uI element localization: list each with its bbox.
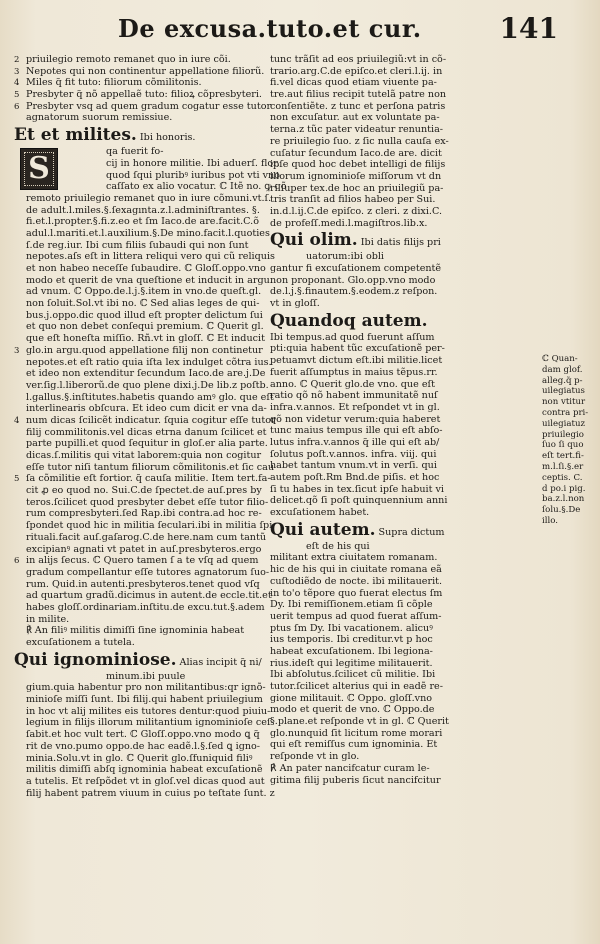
- line-text: glo.nunquid ſit licitum rome morari: [270, 727, 443, 739]
- line-text: trario.arg.C.de epiſco.et cleri.l.ij. in: [270, 65, 443, 77]
- line-text: habes gloſſ.ordinariam.inſtitu.de excu.tut.§.adem: [26, 601, 265, 613]
- text-line: [270, 89, 538, 101]
- rubric-heading: Qui ignominiose.: [14, 649, 177, 670]
- line-text: Nepotes qui non continentur appellatione filiorũ.: [26, 65, 265, 77]
- text-line: [270, 472, 538, 484]
- line-text: reſponde vt in glo.: [270, 751, 360, 763]
- line-text: qa fuerit fo-: [106, 146, 164, 158]
- line-text: quod ſqui pluribꝰ iuribus pot vti vno: [106, 169, 280, 181]
- line-text: excuſationem habet.: [270, 507, 370, 519]
- line-text: non proponant. Glo.opp.vno modo: [270, 274, 436, 286]
- text-line: [270, 367, 538, 379]
- line-text: conſentiẽte. z tunc et perſona patris: [270, 100, 446, 112]
- line-text: ſpondet quod hic in militia ſeculari.ibi in militia ſpi: [26, 520, 273, 532]
- line-text: de profeſſ.medi.l.magiſtros.lib.x.: [270, 217, 428, 229]
- line-text: agnatorum suorum remissiue.: [26, 112, 173, 124]
- line-text: fi.et.l.propter.§.fi.z.eo et ſm Iaco.de are.facit.C.õ: [26, 216, 259, 228]
- line-text: priuilegio remoto remanet quo in iure cõi.: [26, 54, 231, 65]
- text-line: [14, 100, 272, 113]
- line-number: 3: [14, 345, 20, 356]
- line-number: 2: [14, 55, 20, 65]
- line-text: rit de vno.pumo oppo.de hac eadẽ.l.§.ſed ꝗ igno-: [26, 740, 261, 752]
- rubric-heading: Quandoq autem.: [270, 310, 428, 331]
- text-line: [270, 390, 538, 402]
- text-line: [270, 206, 538, 218]
- text-line: [270, 775, 538, 787]
- text-line: [14, 426, 267, 439]
- text-line: [270, 728, 538, 740]
- margin-gloss-line: ℂ Quan-: [542, 354, 578, 364]
- section-rubric: [270, 520, 538, 540]
- text-line: [14, 77, 262, 89]
- text-line: [270, 218, 538, 230]
- line-text: cit ꝓ eo quod no. Sui.C.de ſpectet.de auſ.pres by: [26, 485, 262, 497]
- text-line: [14, 764, 262, 776]
- line-text: tunc maius tempus ille qui eſt abſo-: [270, 425, 443, 437]
- text-line: [14, 379, 269, 392]
- line-text: re priuilegio ſuo. z ſic nulla cauſa ex-: [270, 135, 449, 147]
- text-line: [14, 729, 262, 741]
- text-line: [270, 716, 538, 728]
- line-text: lutus infra.v.annos q̃ ille qui eſt ab/: [270, 436, 440, 448]
- text-line: [270, 611, 538, 623]
- line-text: cij in honore militie. Ibi aduerſ. flor.: [106, 157, 280, 169]
- line-text: Miles q̃ fit tuto: filiorum cõmilitonis.: [26, 77, 202, 89]
- rubric-lemma: Supra dictum: [375, 526, 445, 538]
- line-text: delicet.qõ ſi poſt quinquennium anni: [270, 495, 448, 507]
- margin-gloss-line: alleg.q̃ p-: [542, 375, 583, 386]
- margin-gloss-line: ceptis. C.: [542, 472, 583, 483]
- text-line: [270, 576, 538, 588]
- line-text: in milite.: [26, 613, 70, 625]
- margin-gloss-line: uilegiatuz: [542, 418, 586, 429]
- text-line: [14, 192, 272, 205]
- text-line: [14, 345, 262, 357]
- text-line: [14, 555, 262, 567]
- text-line: [14, 286, 262, 298]
- line-number: 4: [14, 415, 20, 426]
- text-line: [270, 541, 538, 553]
- line-text: in hoc vt alij milites eis tutores dentur:quod piuiu-: [26, 705, 271, 717]
- line-text: rituali.facit auſ.gaſarog.C.de here.nam cum tantũ: [26, 531, 267, 543]
- text-line: [270, 495, 538, 507]
- line-text: ver.ſig.l.liberorũ.de quo plene dixi.j.De lib.z poſtb.: [26, 379, 269, 391]
- text-line: [270, 159, 538, 171]
- text-line: [14, 112, 262, 124]
- text-line: [270, 704, 538, 716]
- text-line: [270, 425, 538, 437]
- text-line: [270, 669, 538, 681]
- line-text: Dy. Ibi remiſſionem.etiam ſi cõple: [270, 599, 433, 611]
- text-line: [14, 671, 262, 683]
- line-text: dicas.ſ.militis qui vitat laborem:quia non cogitur: [26, 450, 262, 461]
- text-line: [270, 658, 538, 670]
- text-line: [14, 298, 262, 310]
- line-text: gradum compellantur eſſe tutores agnatorum ſuo-: [26, 566, 270, 578]
- margin-gloss-line: m.l.ſi.§.er: [542, 461, 584, 472]
- line-text: de adult.l.miles.§.ſexagınta.z.l.adminiſtrantes. §.: [26, 204, 260, 216]
- text-line: [270, 286, 538, 298]
- line-text: gitima filij puberis ſicut nancifcitur: [270, 774, 441, 786]
- line-text: ℟ An filiꝰ militis dimiſſi ſine ignominia habeat: [26, 625, 245, 637]
- text-line: [270, 588, 538, 600]
- line-text: teros.ſcilicet quod presbyter debet eſſe tutor filio-: [26, 496, 269, 508]
- text-line: [270, 136, 538, 148]
- line-text: nepotes.et eſt ratio quia iſta lex indulget cõtra ius.: [26, 356, 272, 368]
- line-text: gium.quia habentur pro non militantibus:qr ignõ-: [26, 682, 266, 694]
- line-text: legium in filijs illorum militantium ignominioſe ceſ-: [26, 717, 274, 729]
- line-text: cuſatur ſecundum Iaco.de are. dicit: [270, 147, 442, 159]
- text-line: [14, 694, 262, 706]
- line-text: illorum ignominioſe miſſorum vt dn: [270, 170, 442, 182]
- text-line: [14, 356, 272, 369]
- line-text: hic de his qui in ciuitate romana eã: [270, 564, 442, 576]
- text-line: [14, 566, 270, 579]
- text-line: [270, 332, 538, 344]
- text-line: [270, 437, 538, 449]
- text-line: [14, 251, 275, 263]
- text-line: [14, 717, 274, 729]
- line-text: fuerit aſſumptus in maius tẽpus.rr.: [270, 366, 438, 378]
- line-text: ſabit.et hoc vult tert. ℂ Gloſſ.oppo.vno modo ꝗ q̃: [26, 729, 260, 741]
- section-rubric: [270, 311, 538, 331]
- text-line: [14, 263, 266, 275]
- line-text: et quo non debet conſequi premium. ℂ Querit gl.: [26, 321, 264, 333]
- text-line: [14, 625, 262, 637]
- line-text: ptus ſm Dy. Ibi vacationem. alicuꝰ: [270, 622, 433, 634]
- line-text: gione militauit. ℂ Oppo. gloſſ.vno: [270, 692, 433, 704]
- text-line: [270, 183, 538, 195]
- line-text: ℟ An pater nancifcatur curam le-: [270, 762, 430, 774]
- line-number: 3: [14, 66, 20, 77]
- rubric-lemma: Ibi datis filijs pri: [357, 237, 441, 249]
- text-line: [14, 205, 262, 217]
- text-line: [270, 751, 538, 763]
- line-text: ſi tu habes in tex.ſicut ipſe habuit vi: [270, 483, 444, 495]
- text-line: [14, 753, 262, 765]
- margin-gloss-line: d po.i pig.: [542, 483, 586, 494]
- line-text: glo.in argu.quod appellatione filij non continetur: [26, 344, 263, 356]
- line-text: ſolutus poſt.v.annos. infra. viij. qui: [270, 448, 437, 460]
- line-text: bus.j.oppo.dic quod illud eſt propter delictum ſui: [26, 309, 263, 321]
- line-text: nepotes.aſs eſt in littera reliqui vero qui cũ reliquis: [26, 251, 275, 263]
- line-text: cuſtodiẽdo de nocte. ibi militauerit.: [270, 575, 443, 587]
- text-line: [14, 461, 275, 474]
- text-line: [14, 414, 276, 427]
- text-line: [270, 564, 538, 576]
- text-line: [14, 227, 270, 240]
- margin-gloss-line: dam glof.: [542, 364, 583, 375]
- text-line: [14, 368, 266, 380]
- left-column: [14, 54, 287, 799]
- line-text: modo et querit de vna queſtione et inducit in argu.: [26, 274, 273, 286]
- line-text: l.gallus.§.inſtitutes.habetis quando amꝰ glo. que eſt: [26, 391, 274, 403]
- line-text: infra.v.annos. Et reſpondet vt in gl.: [270, 401, 440, 413]
- text-line: [270, 623, 538, 635]
- text-line: [14, 741, 262, 753]
- line-text: tre.aut filius recipit tutelã patre non: [270, 89, 447, 101]
- text-line: [14, 601, 265, 614]
- line-text: militis dimiſſi abſq ignominia habeat excuſationẽ: [26, 764, 263, 776]
- line-text: parte pupilli.et quod ſequitur in gloſ.er alia parte.: [26, 438, 268, 450]
- section-rubric: [270, 230, 538, 250]
- text-line: [270, 507, 538, 519]
- text-line: [270, 484, 538, 496]
- line-text: interlinearis obſcura. Et ideo cum dicit er vna da-: [26, 403, 267, 415]
- rubric-heading: Qui autem.: [270, 519, 376, 540]
- margin-gloss-line: ba.z.l.non: [542, 494, 585, 505]
- line-text: de.l.j.§.finautem.§.eodem.z reſpon.: [270, 286, 438, 298]
- text-line: [14, 403, 267, 415]
- line-text: ſa cõmilitie eſt fortior. q̃ cauſa militie. Item tert.fa-: [26, 473, 271, 485]
- line-text: filij commilitonis.vel dicas etrna danum ſcilicet et: [26, 426, 267, 438]
- text-line: [270, 379, 538, 391]
- text-line: [14, 438, 268, 450]
- line-number: 4: [14, 78, 20, 89]
- line-text: eſt de his qui: [306, 540, 370, 552]
- line-text: ius temporis. Ibi creditur.vt p hoc: [270, 634, 433, 646]
- line-text: ipſe quod hoc debet intelligi de filijs: [270, 159, 446, 171]
- margin-gloss-line: priuilegio: [542, 429, 584, 440]
- line-text: habet tantum vnum.vt in verſi. qui: [270, 460, 437, 472]
- line-text: Presbyter q̃ nõ appellaẽ tuto: filioꝝ cõpresbyteri.: [26, 89, 262, 101]
- text-line: [270, 124, 538, 136]
- line-text: fi.vel dicas quod etiam viuente pa-: [270, 77, 437, 89]
- text-line: [14, 787, 275, 800]
- text-line: [14, 65, 265, 78]
- line-text: ad vnum. ℂ Oppo.de.l.j.§.item in vno.de queſt.gl.: [26, 286, 262, 298]
- margin-gloss-line: eſt tert.fi-: [542, 451, 584, 462]
- text-line: [14, 705, 271, 718]
- line-text: caſſato ex alio vocatur. ℂ Itẽ no. ꝙ qõ: [106, 181, 287, 193]
- line-text: petuamvt dictum eſt.ibi militie.licet: [270, 355, 443, 367]
- line-text: eſſe tutor niſi tantum filiorum cõmilitonis.et ſic cau: [26, 461, 275, 473]
- text-line: [14, 473, 271, 485]
- text-line: [270, 460, 538, 472]
- line-text: rum. Quid.in autenti.presbyteros.tenet quod vſq: [26, 578, 260, 590]
- line-text: in to'o tẽpore quo fuerat electus ſm: [270, 587, 443, 599]
- line-text: gantur fi excuſationem competentẽ: [270, 263, 442, 274]
- line-text: terna.z tũc pater videatur renuntia-: [270, 124, 444, 136]
- line-text: rum compresbyteri.ſed Rap.ibi contra.ad hoc re-: [26, 508, 262, 520]
- text-line: [14, 391, 274, 404]
- text-line: [14, 614, 262, 626]
- text-line: [270, 634, 538, 646]
- line-text: rius.ideſt qui legitime militauerit.: [270, 657, 433, 669]
- margin-gloss-line: ſolu.§.De: [542, 505, 581, 516]
- text-line: [14, 54, 262, 66]
- text-line: [270, 171, 538, 183]
- text-line: [270, 646, 538, 658]
- line-text: modo et querit de vno. ℂ Oppo.de: [270, 704, 435, 716]
- text-line: [14, 240, 262, 252]
- right-column: [270, 54, 538, 786]
- line-text: non excuſatur. aut ex voluntate pa-: [270, 112, 440, 124]
- line-text: tris tranſit ad filios habeo per Sui.: [270, 194, 436, 206]
- line-text: Ibi tempus.ad quod fuerunt aſſum: [270, 331, 435, 343]
- margin-gloss-line: ſuo ſi quo: [542, 440, 584, 451]
- text-line: [14, 216, 262, 228]
- text-line: [14, 485, 262, 497]
- text-line: [270, 251, 538, 263]
- text-line: [14, 682, 266, 694]
- text-line: [270, 449, 538, 461]
- text-line: [270, 275, 538, 287]
- text-line: [270, 693, 538, 705]
- folio-number: 141: [499, 12, 558, 45]
- line-text: filij habent patrem viuum in cuius po teſtate ſunt. z: [26, 787, 275, 799]
- line-number: 6: [14, 101, 20, 112]
- text-line: [270, 263, 538, 275]
- rubric-lemma: Alias incipit q̃ ni/: [176, 656, 262, 668]
- text-line: [14, 590, 272, 602]
- margin-gloss: [542, 354, 598, 527]
- text-line: [270, 343, 538, 355]
- line-text: ſ.de reg.iur. Ibi cum filiis ſubaudi qui non ſunt: [26, 239, 249, 251]
- text-line: [14, 775, 265, 788]
- line-text: vt in gloſſ.: [270, 298, 320, 310]
- line-text: ad quartum gradũ.dicimus in autent.de eccle.tit.et: [26, 590, 272, 602]
- text-line: [270, 552, 538, 564]
- line-text: militant extra ciuitatem romanam.: [270, 552, 438, 564]
- text-line: [14, 579, 262, 591]
- text-line: [14, 310, 262, 322]
- line-text: a tutelis. Et reſpõdet vt in gloſ.vel dicas quod aut: [26, 775, 265, 787]
- line-text: ratio qõ nõ habent immunitatẽ nuſ: [270, 390, 438, 402]
- text-line: [270, 763, 538, 775]
- line-text: qõ non videtur verum:quia haberet: [270, 413, 441, 425]
- text-line: [14, 508, 262, 520]
- text-line: [270, 66, 538, 78]
- line-text: habeat excuſationem. Ibi legiona-: [270, 645, 433, 657]
- line-text: que eſt honeſta miſſio. Rñ.vt in gloſſ. ℂ Et inducit: [26, 333, 265, 345]
- line-number: 5: [14, 474, 20, 485]
- text-line: [270, 148, 538, 160]
- margin-gloss-line: uilegiatus: [542, 386, 585, 397]
- text-line: [270, 194, 538, 206]
- line-text: minum.ibi puule: [106, 670, 186, 682]
- text-line: [14, 496, 269, 509]
- line-text: num dicas ſcilicẽt indicatur. ſquia cogitur eſſe tutor: [26, 414, 276, 426]
- line-text: Ibi abſolutus.ſcilicet cũ militie. Ibi: [270, 669, 436, 681]
- line-text: tutor.ſcilicet alterius qui in eadẽ re-: [270, 681, 443, 692]
- text-line: [14, 544, 262, 556]
- text-line: [270, 112, 538, 124]
- text-line: [14, 321, 262, 333]
- text-line: [14, 333, 265, 345]
- line-text: uatorum:ibi obli: [306, 251, 385, 263]
- line-text: in.d.l.ij.C.de epiſco. z cleri. z dixi.C.: [270, 205, 442, 217]
- line-text: adul.l.mariti.et.l.auxilium.§.De mino.facit.l.quoties: [26, 227, 270, 239]
- line-text: tunc trãſit ad eos priuilegiũ:vt in cõ-: [270, 54, 447, 65]
- line-text: ri ſuper tex.de hoc an priuilegiũ pa-: [270, 182, 444, 194]
- text-line: [270, 298, 538, 310]
- text-line: [14, 637, 262, 649]
- line-text: autem poſt.Rm Bnd.de piſis. et hoc: [270, 472, 440, 483]
- line-text: qui eſt remiſſus cum ignominia. Et: [270, 739, 438, 751]
- section-rubric: [14, 125, 262, 145]
- text-line: [14, 450, 262, 462]
- line-text: Presbyter vsq ad quem gradum cogatur esse tutor: [26, 100, 272, 112]
- section-rubric: [14, 650, 262, 670]
- text-line: [270, 414, 538, 426]
- text-line: [270, 681, 538, 693]
- line-text: minioſe miſſi ſunt. Ibi filij.qui habent priuilegium: [26, 694, 263, 706]
- line-text: §.plane.et reſponde vt in gl. ℂ Querit: [270, 716, 449, 728]
- text-line: [14, 531, 267, 544]
- margin-gloss-line: non vtitur: [542, 397, 586, 408]
- page-header: [118, 14, 588, 48]
- text-line: [270, 599, 538, 611]
- line-text: excuſationem a tutela.: [26, 637, 135, 648]
- line-text: minia.Solu.vt in glo. ℂ Querit glo.ſfuniquid filiꝰ: [26, 752, 253, 764]
- margin-gloss-line: contra pri-: [542, 407, 589, 418]
- rubric-heading: Qui olim.: [270, 230, 358, 251]
- rubric-lemma: Ibi honoris.: [136, 132, 196, 144]
- line-text: pti:quia habent tũc excuſationẽ per-: [270, 343, 445, 355]
- text-line: [14, 520, 273, 532]
- line-number: 5: [14, 90, 20, 101]
- line-text: et non habeo neceſſe ſubaudire. ℂ Gloſſ.oppo.vno: [26, 263, 266, 274]
- rubric-heading: Et et milites.: [14, 125, 137, 146]
- text-line: [14, 89, 262, 101]
- text-line: [270, 101, 538, 113]
- line-number: 6: [14, 556, 20, 567]
- line-text: in alijs ſecus. ℂ Quero tamen ſ a te vſq ad quem: [26, 555, 259, 567]
- line-text: et ideo non extenditur ſecundum Iaco.de are.j.De: [26, 368, 266, 380]
- line-text: excipianꝰ agnati vt patet in auſ.presbyteros.ergo: [26, 543, 262, 555]
- margin-gloss-line: illo.: [542, 515, 558, 526]
- text-line: [270, 402, 538, 414]
- text-line: [270, 54, 538, 66]
- line-text: non ſoluit.Sol.vt ibi no. ℂ Sed alias leges de qui-: [26, 298, 260, 310]
- line-text: anno. ℂ Querit glo.de vno. que eſt: [270, 378, 435, 390]
- decorated-initial: S: [20, 148, 58, 190]
- text-line: [270, 355, 538, 367]
- text-line: [14, 274, 273, 287]
- line-text: remoto priuilegio remanet quo in iure cõmuni.vt.ſ.: [26, 192, 272, 204]
- text-line: [270, 739, 538, 751]
- running-title: De excusa.tuto.et cur.: [118, 14, 422, 43]
- line-text: uerit tempus ad quod fuerat aſſum-: [270, 610, 442, 622]
- text-line: [270, 77, 538, 89]
